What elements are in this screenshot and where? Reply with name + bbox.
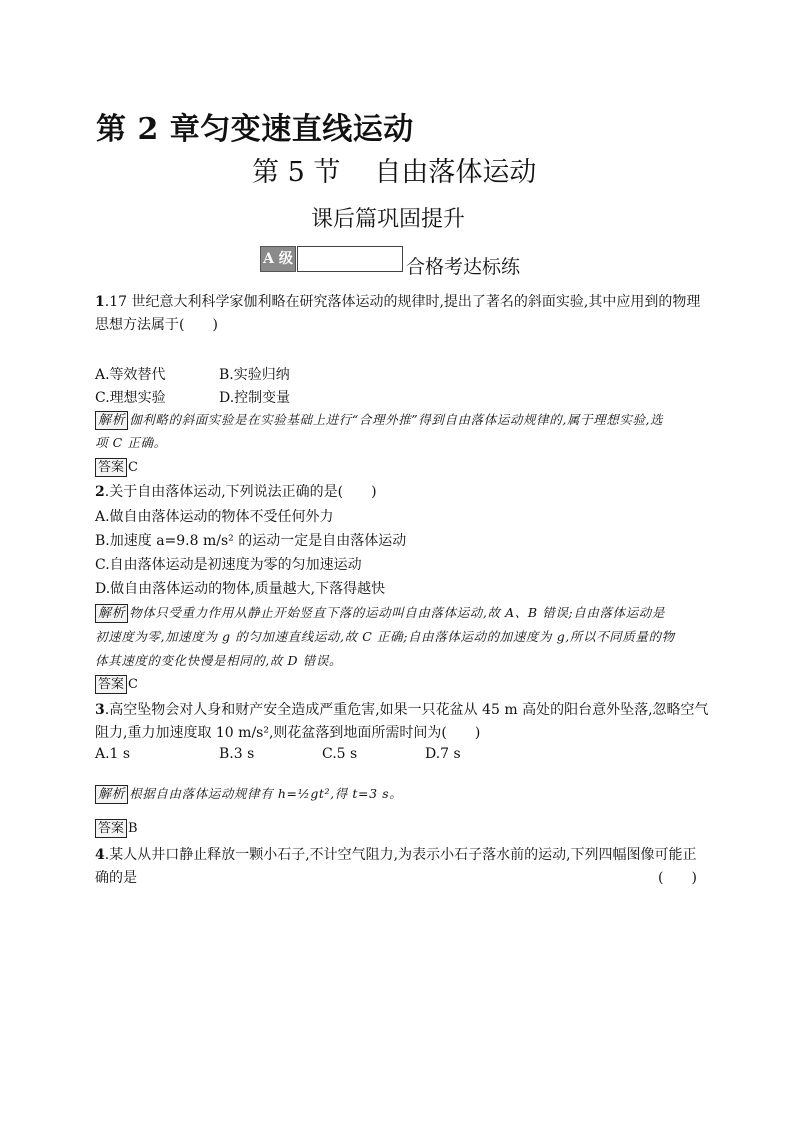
q1-option-b: B.实验归纳 <box>219 367 290 383</box>
q3-option-c: C.5 s <box>322 746 358 762</box>
q2-explanation-line-1: 解析 物体只受重力作用从静止开始竖直下落的运动叫自由落体运动,故 A、B 错误;自由落体运动是 <box>95 602 665 624</box>
q2-explanation-line-2: 初速度为零,加速度为 g 的匀加速直线运动,故 C 正确;自由落体运动的加速度为 g,所以不同质量的物 <box>95 629 675 644</box>
explanation-tag: 解析 <box>95 604 128 623</box>
answer-tag: 答案 <box>95 819 127 838</box>
q1-explanation-line-1: 解析 伽利略的斜面实验是在实验基础上进行“合理外推”得到自由落体运动规律的,属于理想实验,选 <box>95 409 663 431</box>
q2-stem: 2.关于自由落体运动,下列说法正确的是( ) <box>95 484 377 500</box>
q2-option-a: A.做自由落体运动的物体不受任何外力 <box>95 509 334 525</box>
q1-stem-line-2: 思想方法属于( ) <box>95 317 218 333</box>
q2-explanation-line-3: 体其速度的变化快慢是相同的,故 D 错误。 <box>95 653 343 668</box>
q1-stem-line-1: 1.17 世纪意大利科学家伽利略在研究落体运动的规律时,提出了著名的斜面实验,其中应用到的物理 <box>95 294 701 310</box>
q4-answer-bracket: ( ) <box>658 870 697 886</box>
q2-option-c: C.自由落体运动是初速度为零的匀加速运动 <box>95 557 362 573</box>
q3-stem-line-2: 阻力,重力加速度取 10 m/s²,则花盆落到地面所需时间为( ) <box>95 725 481 741</box>
q1-option-a: A.等效替代 <box>95 367 166 383</box>
q3-option-b: B.3 s <box>219 746 255 762</box>
section-name: 自由落体运动 <box>374 157 537 188</box>
q3-option-d: D.7 s <box>425 746 461 762</box>
answer-tag: 答案 <box>95 458 127 477</box>
section-number: 第 5 节 <box>252 157 341 188</box>
q1-option-c: C.理想实验 <box>95 390 166 406</box>
q3-answer: 答案 B <box>95 819 138 838</box>
q1-answer: 答案 C <box>95 458 138 477</box>
q3-stem-line-1: 3.高空坠物会对人身和财产安全造成严重危害,如果一只花盆从 45 m 高处的阳台意外坠落,忽略空气 <box>95 702 709 718</box>
answer-tag: 答案 <box>95 675 127 694</box>
level-label: 合格考达标练 <box>406 256 521 278</box>
explanation-tag: 解析 <box>95 411 128 430</box>
subtitle: 课后篇巩固提升 <box>311 207 466 232</box>
q4-stem-line-1: 4.某人从井口静止释放一颗小石子,不计空气阻力,为表示小石子落水前的运动,下列四幅图像可能正 <box>95 847 697 863</box>
q3-option-a: A.1 s <box>95 746 131 762</box>
chapter-title: 第 2 章匀变速直线运动 <box>96 112 414 147</box>
q2-option-b: B.加速度 a=9.8 m/s² 的运动一定是自由落体运动 <box>95 533 407 549</box>
q4-stem-line-2: 确的是 <box>95 870 137 886</box>
q3-explanation: 解析 根据自由落体运动规律有 h=½gt²,得 t=3 s。 <box>95 783 402 805</box>
q1-option-d: D.控制变量 <box>219 390 291 406</box>
explanation-tag: 解析 <box>95 785 128 804</box>
level-blank-box <box>297 246 403 272</box>
level-badge: A 级 <box>260 246 296 272</box>
q1-explanation-line-2: 项 C 正确。 <box>95 435 167 450</box>
q2-option-d: D.做自由落体运动的物体,质量越大,下落得越快 <box>95 581 386 597</box>
section-title <box>252 150 536 189</box>
q2-answer: 答案 C <box>95 675 138 694</box>
